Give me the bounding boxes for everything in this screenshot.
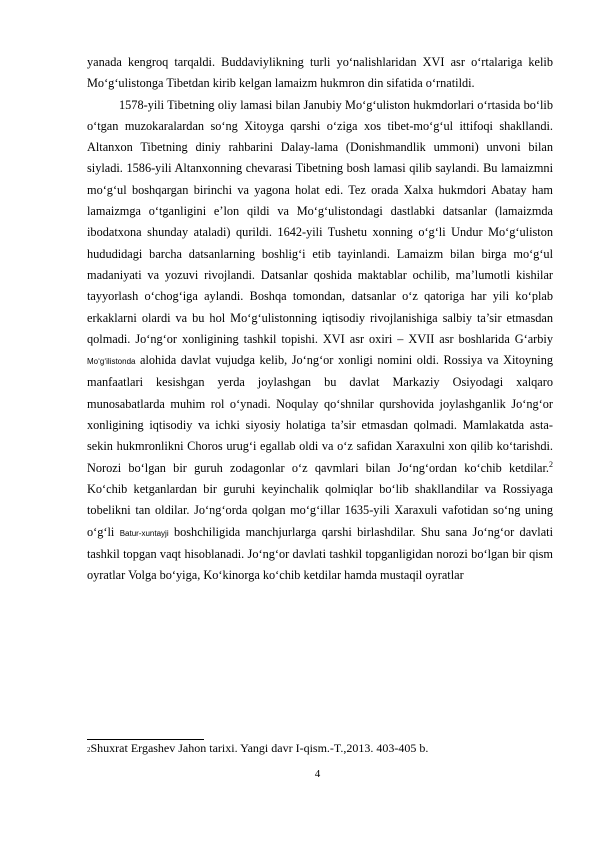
page-number: 4 [314, 768, 321, 780]
paragraph-2 [87, 95, 553, 587]
footnote [87, 740, 553, 758]
footnote-mark: 2 [87, 746, 91, 754]
footnote-reference: 2 [549, 459, 553, 469]
document-body [87, 52, 553, 586]
paragraph-2-text-b: alohida davlat vujudga kelib, Jo‘ng‘or xonligi nomini oldi. Rossiya va Xitoyning manfaatlari kesishgan yerda joylashgan bu davlat Markaziy Osiyodagi xalqaro munosabatlarda muhim rol o‘ynadi. Noqulay qo‘shnilar qurshovida joylashganlik Jo‘ng‘or xonligining iqtisodiy va ichki siyosiy holatiga ta’sir etmasdan qolmadi. Mamlakatda asta-sekin hukmronlikni Choros urug‘i egallab oldi va o‘z safidan Xaraxulni xon qilib ko‘tarishdi. Norozi bo‘lgan bir guruh zodagonlar o‘z qavmlari bilan Jo‘ng‘ordan ko‘chib ketdilar. [87, 353, 553, 475]
paragraph-2-small-word-a: Mo‘g‘ilistonda [87, 357, 136, 367]
paragraph-2-small-word-b: Batur-xuntayji [119, 528, 169, 538]
paragraph-2-text-c: Ko‘chib ketganlardan bir guruhi keyinchalik qolmiqlar bo‘lib shakllandilar va Rossiyaga tobelikni tan oldilar. Jo‘ng‘orda qolgan mo‘g‘illar 1635-yili Xaraxuli vafotidan so‘ng uning o‘g‘li [87, 481, 553, 539]
footnote-text: Shuxrat Ergashev Jahon tarixi. Yangi davr I-qism.-T.,2013. 403-405 b. [90, 741, 429, 755]
paragraph-1: yanada kengroq tarqaldi. Buddaviylikning turli yo‘nalishlaridan XVI asr o‘rtalariga kelib Mo‘g‘ulistonga Tibetdan kirib kelgan lamaizm hukmron din sifatida o‘rnatildi. [87, 55, 553, 91]
paragraph-2-text-d: boshchiligida manchjurlarga qarshi birlashdilar. Shu sana Jo‘ng‘or davlati tashkil topgan vaqt hisoblanadi. Jo‘ng‘or davlati tashkil topganligidan norozi bo‘lgan bir qism oyratlar Volga bo‘yiga, Ko‘kinorga ko‘chib ketdilar hamda mustaqil oyratlar [87, 524, 554, 583]
paragraph-2-text-a: 1578-yili Tibetning oliy lamasi bilan Janubiy Mo‘g‘uliston hukmdorlari o‘rtasida bo‘lib o‘tgan muzokaralardan so‘ng Xitoyga qarshi o‘ziga xos tibet-mo‘g‘ul ittifoqi shakllandi. Altanxon Tibetning diniy rahbarini Dalay-lama (Donishmandlik ummoni) unvoni bilan siyladi. 1586-yili Altanxonning chevarasi Tibetning bosh lamasi qilib saylandi. Bu lamaizmni mo‘g‘ul boshqargan birinchi va yagona holat edi. Tez orada Xalxa hukmdori Abatay ham lamaizmga o‘tganligini e’lon qildi va Mo‘g‘ulistondagi dastlabki datsanlar (lamaizmda ibodatxona shunday ataladi) qurildi. 1642-yili Tushetu xonning o‘g‘li Undur Mo‘g‘uliston hududidagi barcha datsanlarning boshlig‘i etib tayinlandi. Lamaizm bilan birga mo‘g‘ul madaniyati va yozuvi rivojlandi. Datsanlar qoshida maktablar ochilib, ma’lumotli kishilar tayyorlash o‘chog‘iga aylandi. Boshqa tomondan, datsanlar o‘z qatoriga har yili ko‘plab erkaklarni olardi va bu hol Mo‘g‘ulistonning iqtisodiy rivojlanishiga salbiy ta’sir etmasdan qolmadi. Jo‘ng‘or xonligining tashkil topishi. XVI asr oxiri – XVII asr boshlarida G‘arbiy [87, 97, 553, 346]
